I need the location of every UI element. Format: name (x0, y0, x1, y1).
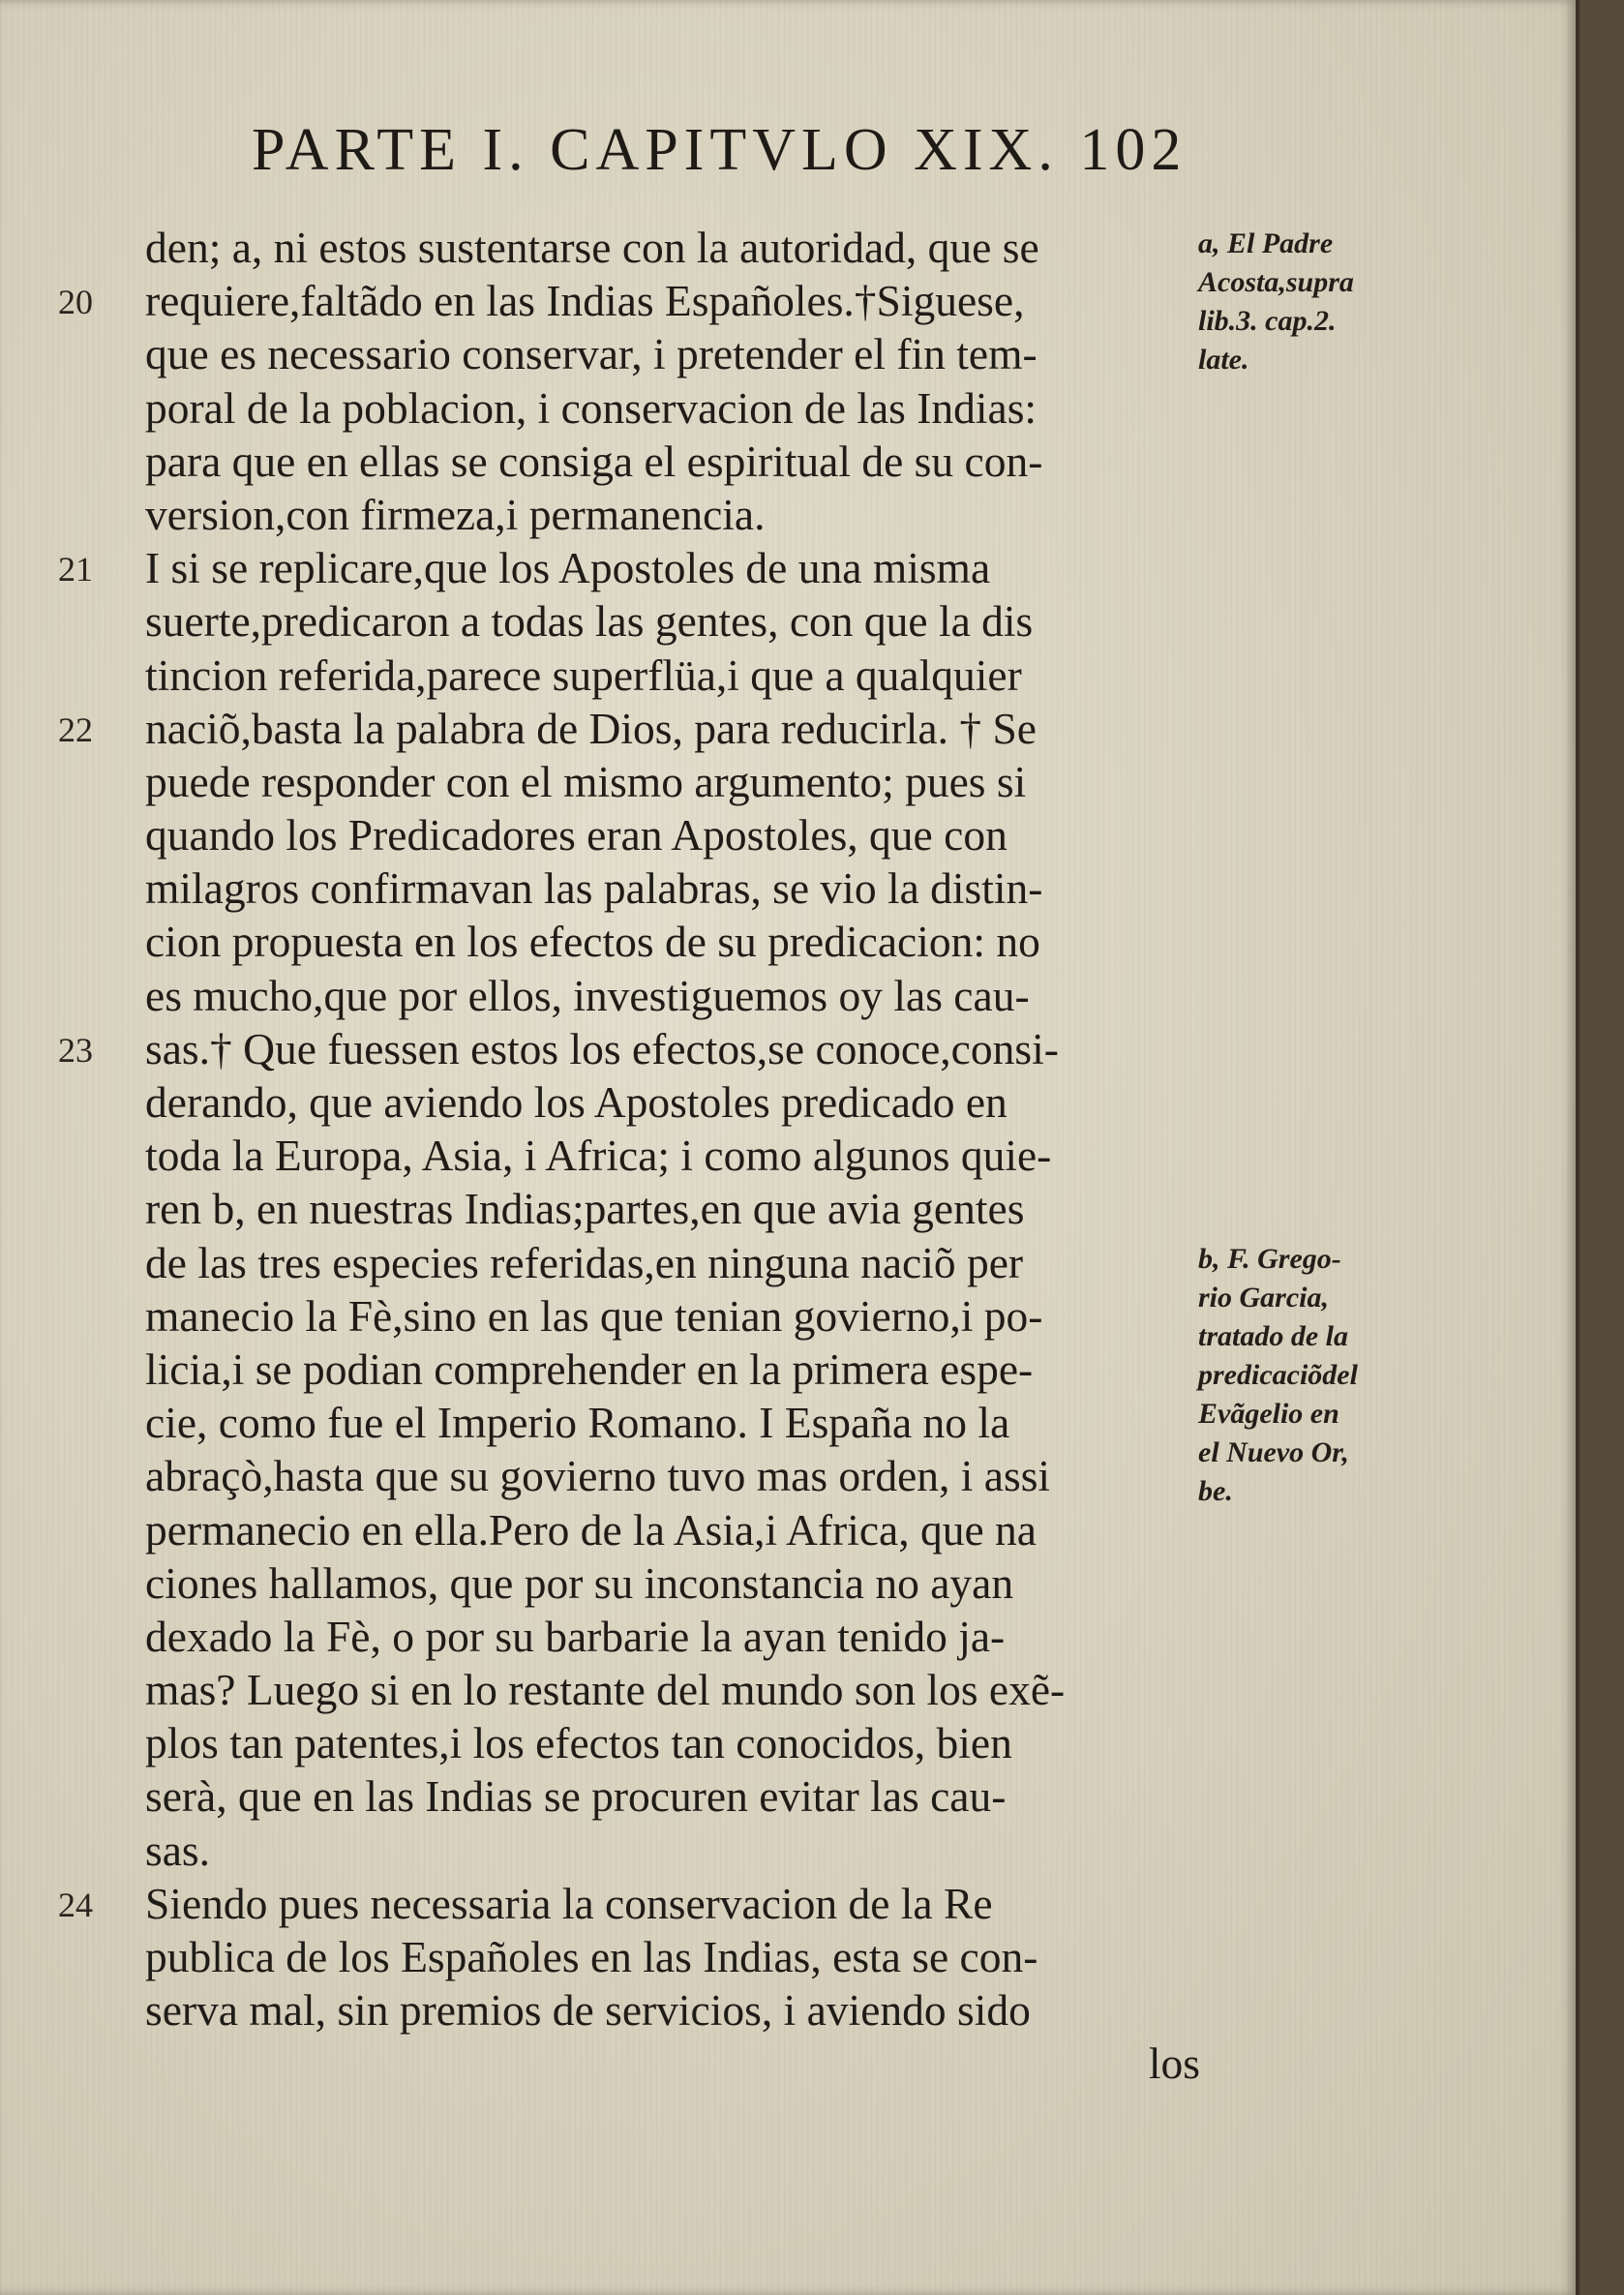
text-line: serà, que en las Indias se procuren evitar las cau- (145, 1771, 1007, 1822)
paragraph-number: 24 (58, 1886, 93, 1925)
text-line: de las tres especies referidas,en ninguna naciõ per (145, 1237, 1024, 1287)
text-line: que es necessario conservar, i pretender el fin tem- (145, 329, 1038, 379)
text-line: naciõ,basta la palabra de Dios, para reducirla. † Se (145, 703, 1037, 753)
text-line: puede responder con el mismo argumento; pues si (145, 756, 1027, 806)
text-line: ciones hallamos, que por su inconstancia no ayan (145, 1557, 1014, 1608)
paragraph-number: 23 (58, 1031, 93, 1070)
paragraph-number: 21 (58, 550, 93, 589)
text-line: suerte,predicaron a todas las gentes, con que la dis (145, 596, 1034, 647)
paragraph-number: 20 (58, 283, 93, 322)
text-line: dexado la Fè, o por su barbarie la ayan tenido ja- (145, 1611, 1006, 1661)
margin-note (1198, 1240, 1358, 1511)
page-edge (1576, 0, 1579, 2295)
margin-note-line: el Nuevo Or, (1198, 1435, 1349, 1468)
text-line: sas. (145, 1825, 210, 1875)
margin-note-line: a, El Padre (1198, 227, 1334, 259)
text-line: cie, como fue el Imperio Romano. I España no la (145, 1398, 1010, 1448)
margin-note-line: Evãgelio en (1198, 1397, 1339, 1430)
margin-note (1198, 225, 1354, 379)
text-line: licia,i se podian comprehender en la primera espe- (145, 1344, 1034, 1394)
margin-note-line: rio Garcia, (1198, 1281, 1329, 1314)
margin-note-line: predicaciõdel (1198, 1358, 1358, 1391)
text-line: cion propuesta en los efectos de su predicacion: no (145, 917, 1040, 967)
paragraph-number: 22 (58, 710, 93, 749)
text-line: sas.† Que fuessen estos los efectos,se conoce,consi- (145, 1023, 1059, 1073)
text-line: poral de la poblacion, i conservacion de las Indias: (145, 382, 1038, 433)
text-line: milagros confirmavan las palabras, se vio la distin- (145, 863, 1043, 914)
margin-note-line: b, F. Grego- (1198, 1242, 1341, 1275)
text-line: plos tan patentes,i los efectos tan conocidos, bien (145, 1718, 1012, 1768)
text-line: derando, que aviendo los Apostoles predicado en (145, 1077, 1007, 1127)
text-line: requiere,faltãdo en las Indias Españoles.†Siguese, (145, 276, 1025, 326)
text-line: los (1148, 2038, 1200, 2089)
text-line: tincion referida,parece superflüa,i que a qualquier (145, 649, 1022, 700)
text-line: I si se replicare,que los Apostoles de una misma (145, 543, 991, 593)
text-line: serva mal, sin premios de servicios, i aviendo sido (145, 1985, 1031, 2036)
text-line: es mucho,que por ellos, investiguemos oy las cau- (145, 970, 1030, 1020)
text-line: mas? Luego si en lo restante del mundo son los exẽ- (145, 1665, 1066, 1715)
text-line: publica de los Españoles en las Indias, esta se con- (145, 1932, 1038, 1981)
margin-note-line: tratado de la (1198, 1319, 1348, 1352)
text-line: para que en ellas se consiga el espiritual de su con- (145, 436, 1043, 486)
text-line: den; a, ni estos sustentarse con la autoridad, que se (145, 223, 1039, 272)
margin-note-line: be. (1198, 1474, 1233, 1507)
main-text-block (145, 221, 1200, 2091)
margin-note-line: Acosta,supra (1198, 266, 1354, 298)
running-head: PARTE I. CAPITVLO XIX. 102 (252, 117, 1188, 183)
text-line: manecio la Fè,sino en las que tenian govierno,i po- (145, 1290, 1043, 1341)
text-line: permanecio en ella.Pero de la Asia,i Africa, que na (145, 1504, 1037, 1555)
margin-note-line: lib.3. cap.2. (1198, 305, 1337, 337)
text-line: version,con firmeza,i permanencia. (145, 489, 766, 539)
text-line: ren b, en nuestras Indias;partes,en que avia gentes (145, 1184, 1025, 1234)
text-line: Siendo pues necessaria la conservacion de la Re (145, 1878, 993, 1928)
margin-note-line: late. (1198, 344, 1249, 376)
text-line: toda la Europa, Asia, i Africa; i como algunos quie- (145, 1131, 1052, 1181)
text-line: abraçò,hasta que su govierno tuvo mas orden, i assi (145, 1451, 1051, 1501)
text-line: quando los Predicadores eran Apostoles, que con (145, 810, 1007, 861)
